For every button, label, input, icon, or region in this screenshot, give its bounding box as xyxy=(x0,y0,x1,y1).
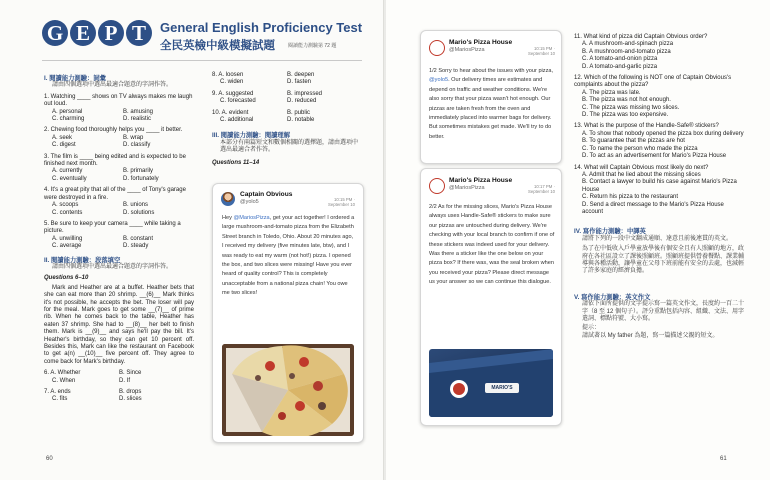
post-author-handle: @MariosPizza xyxy=(449,185,485,191)
option-d: D. slices xyxy=(119,396,142,403)
right-column xyxy=(574,34,746,340)
mention-yolo5[interactable]: @yolo5 xyxy=(429,77,449,84)
question-7 xyxy=(44,389,194,404)
questions-11-14-label: Questions 11–14 xyxy=(212,159,260,166)
section-2-title: II. 閱讀能力測驗：段落填空 xyxy=(44,256,121,264)
option-a: 10. A. evident xyxy=(212,109,249,116)
question-stem: 14. What will Captain Obvious most likely do next? xyxy=(574,164,709,171)
option-b: B. To guarantee that the pizzas are hot xyxy=(582,138,685,145)
post-body-prefix: 1/2 Sorry to hear about the issues with your pizza, xyxy=(429,68,554,74)
option-a: 6. A. Whether xyxy=(44,370,81,377)
post-author-name: Mario's Pizza House xyxy=(449,39,513,46)
option-d: D. Send a direct message to the Mario's Pizza House account xyxy=(582,201,724,215)
option-c: C. Return his pizza to the restaurant xyxy=(582,194,679,201)
option-b: B. The pizza was not hot enough. xyxy=(582,97,671,104)
logo-letter-t: T xyxy=(126,20,152,46)
option-a: A. seek xyxy=(52,134,73,141)
logo-letter-g: G xyxy=(42,20,68,46)
pizza-box-photo xyxy=(429,349,553,417)
section-1-instructions: 請由四個選項中選出最適合題意的字詞作答。 xyxy=(52,82,173,89)
option-a: A. Admit that he lied about the missing slices xyxy=(582,171,701,178)
option-a: 8. A. loosen xyxy=(212,72,244,78)
option-b: B. drops xyxy=(119,389,142,396)
option-d: D. To act as an advertisement for Mario's Pizza House xyxy=(582,153,727,160)
option-b: B. unions xyxy=(123,202,149,209)
option-b: B. A mushroom-and-tomato pizza xyxy=(582,48,671,55)
option-d: D. fortunately xyxy=(123,175,159,182)
option-c: C. forecasted xyxy=(220,98,256,105)
option-b: B. constant xyxy=(123,235,154,242)
marios-logo-icon xyxy=(429,40,445,56)
post-author-name: Mario's Pizza House xyxy=(449,177,513,184)
option-d: D. solutions xyxy=(123,209,155,216)
option-d: D. realistic xyxy=(123,116,152,123)
left-page xyxy=(0,0,384,480)
question-5 xyxy=(44,221,194,251)
post-body-text: , get your act together! I ordered a large mushroom-and-tomato pizza from the Elizabeth Street branch in Toledo, Ohio. About 20 minutes ago, I received my delivery (five minutes late, btw), and I was ready to eat my warm (not hot!) pizza. I opened the box, and two slices were missing! Have you ever heard of quality control? This is completely unacceptable from a national pizza chain! You owe me two slices! xyxy=(222,215,355,297)
question-13 xyxy=(574,123,746,160)
question-11 xyxy=(574,34,746,71)
option-d: D. notable xyxy=(287,117,315,124)
option-b: B. Contact a lawyer to build his case against Mario's Pizza House xyxy=(582,179,737,193)
cloze-passage: Mark and Heather are at a buffet. Heather bets that she can eat more than 20 shrimp. __(6)__ Mark thinks it's not possible, he accepts the bet. The loser will pay for the meal. Mark goes to get some __(7)__ of prime rib. When he comes back to the table, Heather has eaten 37 shrimp. She had to __(8)__ her belt to finish them. Mark is __(9)__ and says he'll pay the bill. It's Heather's birthday, so they can get 10 percent off. Besides this, Mark can like the restaurant on Facebook to get a(n) __(10)__ five percent off. They agree to come back for Mark's birthday. xyxy=(44,284,194,365)
option-d: D. reduced xyxy=(287,98,317,105)
option-c: C. average xyxy=(52,243,82,250)
option-c: C. charming xyxy=(52,116,85,123)
question-stem: 3. The film is ____ being edited and is expected to be finished next month. xyxy=(44,153,186,168)
question-3 xyxy=(44,154,194,184)
option-a: A. currently xyxy=(52,168,83,175)
question-stem: 2. Chewing food thoroughly helps you ____ it better. xyxy=(44,127,183,134)
option-d: D. fasten xyxy=(287,79,312,86)
box-brand-label: MARIO'S xyxy=(491,385,513,391)
question-stem: 11. What kind of pizza did Captain Obvious order? xyxy=(574,34,708,40)
left-column-2 xyxy=(212,72,362,167)
post-timestamp: 10:15 PM · September 10 xyxy=(528,46,555,56)
section-4-title: IV. 寫作能力測驗：中譯英 xyxy=(574,228,646,236)
option-a: A. personal xyxy=(52,108,83,115)
header-title: General English Proficiency Test xyxy=(160,20,363,35)
pizza-box-icon xyxy=(429,349,553,417)
questions-6-10-label: Questions 6–10 xyxy=(44,275,89,282)
post-body xyxy=(222,214,356,299)
option-b: B. Since xyxy=(119,370,142,377)
post-body-prefix: Hey xyxy=(222,215,234,221)
post-body-text: . Our delivery times are estimates and depend on traffic and weather conditions. We're also sorry that your pizza wasn't hot enough. Our pizzas are taken fresh from the oven and immediately placed into warmer bags for delivery. But sometimes mistakes get made. We'll try to do better. xyxy=(429,77,552,140)
header-tag: 閱讀能力測驗第 72 題 xyxy=(288,43,337,49)
option-b: B. amusing xyxy=(123,108,154,115)
option-c: C. eventually xyxy=(52,175,87,182)
left-column-1 xyxy=(44,72,194,404)
option-d: D. classify xyxy=(123,142,151,149)
section-3-instructions: 本部分有兩篇短文和數個相關的選擇題，請由選項中選出最適合者作答。 xyxy=(220,139,359,154)
section-3-title: III. 閱讀能力測驗：閱讀理解 xyxy=(212,132,291,140)
header-divider xyxy=(42,60,362,61)
question-9 xyxy=(212,91,362,106)
question-stem: 13. What is the purpose of the Handle-Safe® stickers? xyxy=(574,123,719,130)
logo-letter-e: E xyxy=(70,20,96,46)
option-a: A. unwilling xyxy=(52,235,83,242)
page-header xyxy=(42,18,362,58)
captain-obvious-avatar xyxy=(221,192,235,206)
question-stem: 12. Which of the following is NOT one of Captain Obvious's complaints about the pizza? xyxy=(574,75,732,89)
post-timestamp: 10:17 PM · September 10 xyxy=(528,184,555,194)
section-5-title: V. 寫作能力測驗：英文作文 xyxy=(574,293,651,301)
question-stem: 4. It's a great pity that all of the ____ of Tony's garage were destroyed in a fire. xyxy=(44,187,186,201)
post-author-handle: @MariosPizza xyxy=(449,47,485,53)
option-c: C. The pizza was missing two slices. xyxy=(582,104,680,111)
marios-pizza-post-1 xyxy=(420,30,562,164)
post-body: 2/2 As for the missing slices, Mario's Pizza House always uses Handle-Safe® stickers to make sure our pizzas are untouched during delivery. We're checking with your local branch to confirm if one of these stickers was indeed used for your delivery. Was there a sticker like the one below on your pizza box? If there was, was the seal broken when you received your pizza? Please direct message us your answer so we can continue this dialogue. xyxy=(429,204,555,286)
mention-marios-pizza[interactable]: @MariosPizza xyxy=(233,215,270,221)
option-b: B. deepen xyxy=(287,72,315,78)
option-b: B. public xyxy=(287,109,311,116)
captain-obvious-post xyxy=(212,183,364,443)
question-stem: 5. Be sure to keep your camera ____ while taking a picture. xyxy=(44,220,181,235)
section-4-chinese-text: 為了在中低收入戶學童放學後有個安全且有人照顧的地方，政府在各社區設立了課後照顧班。照顧班提供營養餐點、課業輔導與各種活動，讓學童在父母下班前能有安全的去處，也減輕了許多家庭的經濟負擔。 xyxy=(582,246,745,275)
option-a: 9. A. suggested xyxy=(212,90,254,97)
option-c: C. To name the person who made the pizza xyxy=(582,145,698,152)
marios-pizza-post-2 xyxy=(420,168,562,426)
question-8 xyxy=(212,72,362,87)
option-c: C. widen xyxy=(220,79,244,86)
section-5-instructions: 請依下面所提供的文字提示寫一篇英文作文，長度約一百二十字（8 至 12 個句子）。評分重點包括內容、組織、文法、用字遣詞、標點符號、大小寫。 xyxy=(582,301,745,322)
right-page xyxy=(386,0,770,480)
option-c: C. digest xyxy=(52,142,76,149)
post-author-name: Captain Obvious xyxy=(240,191,293,198)
question-stem: 1. Watching ____ shows on TV always makes me laugh out loud. xyxy=(44,93,193,108)
option-c: C. contents xyxy=(52,209,83,216)
section-1-title: I. 閱讀能力測驗：詞彙 xyxy=(44,75,106,82)
option-d: D. The pizza was too expensive. xyxy=(582,112,669,119)
option-c: C. fits xyxy=(52,396,68,403)
post-author-handle: @yolo5 xyxy=(240,199,259,205)
option-d: D. A tomato-and-garlic pizza xyxy=(582,63,658,70)
option-c: C. additional xyxy=(220,117,254,124)
question-6 xyxy=(44,370,194,385)
option-d: D. If xyxy=(119,377,131,384)
question-12 xyxy=(574,75,746,119)
section-4-instructions: 請將下列的一段中文翻成通順、達意且前後連貫的英文。 xyxy=(582,235,733,242)
post-body xyxy=(429,67,555,142)
section-5-hint: 請試著以 My father 為題，寫一篇描述父親的短文。 xyxy=(582,332,719,339)
option-a: A. The pizza was late. xyxy=(582,89,641,96)
option-c: C. When xyxy=(52,377,76,384)
pizza-image-icon xyxy=(222,344,354,436)
option-c: C. A tomato-and-onion pizza xyxy=(582,56,658,63)
option-a: A. A mushroom-and-spinach pizza xyxy=(582,41,674,48)
option-a: 7. A. ends xyxy=(44,389,71,396)
pizza-photo xyxy=(222,344,354,436)
question-1 xyxy=(44,94,194,124)
option-b: B. impressed xyxy=(287,90,323,97)
option-a: A. scoops xyxy=(52,202,79,209)
header-subtitle: 全民英檢中級模擬試題 xyxy=(160,40,275,52)
page-number-left: 60 xyxy=(46,456,53,462)
option-b: B. primarily xyxy=(123,168,154,175)
section-2-instructions: 請由四個選項中選出最適合題意的字詞作答。 xyxy=(52,263,173,270)
question-10 xyxy=(212,110,362,125)
question-4 xyxy=(44,187,194,217)
logo-letter-p: P xyxy=(98,20,124,46)
option-b: B. wrap xyxy=(123,134,144,141)
marios-logo-icon xyxy=(429,178,445,194)
option-a: A. To show that nobody opened the pizza box during delivery xyxy=(582,130,744,137)
section-5-hint-label: 提示： xyxy=(582,325,601,332)
post-timestamp: 10:15 PM · September 10 xyxy=(328,197,355,207)
question-2 xyxy=(44,127,194,149)
option-d: D. steady xyxy=(123,243,149,250)
gept-logo xyxy=(42,20,152,46)
question-14 xyxy=(574,165,746,217)
page-number-right: 61 xyxy=(720,456,727,462)
